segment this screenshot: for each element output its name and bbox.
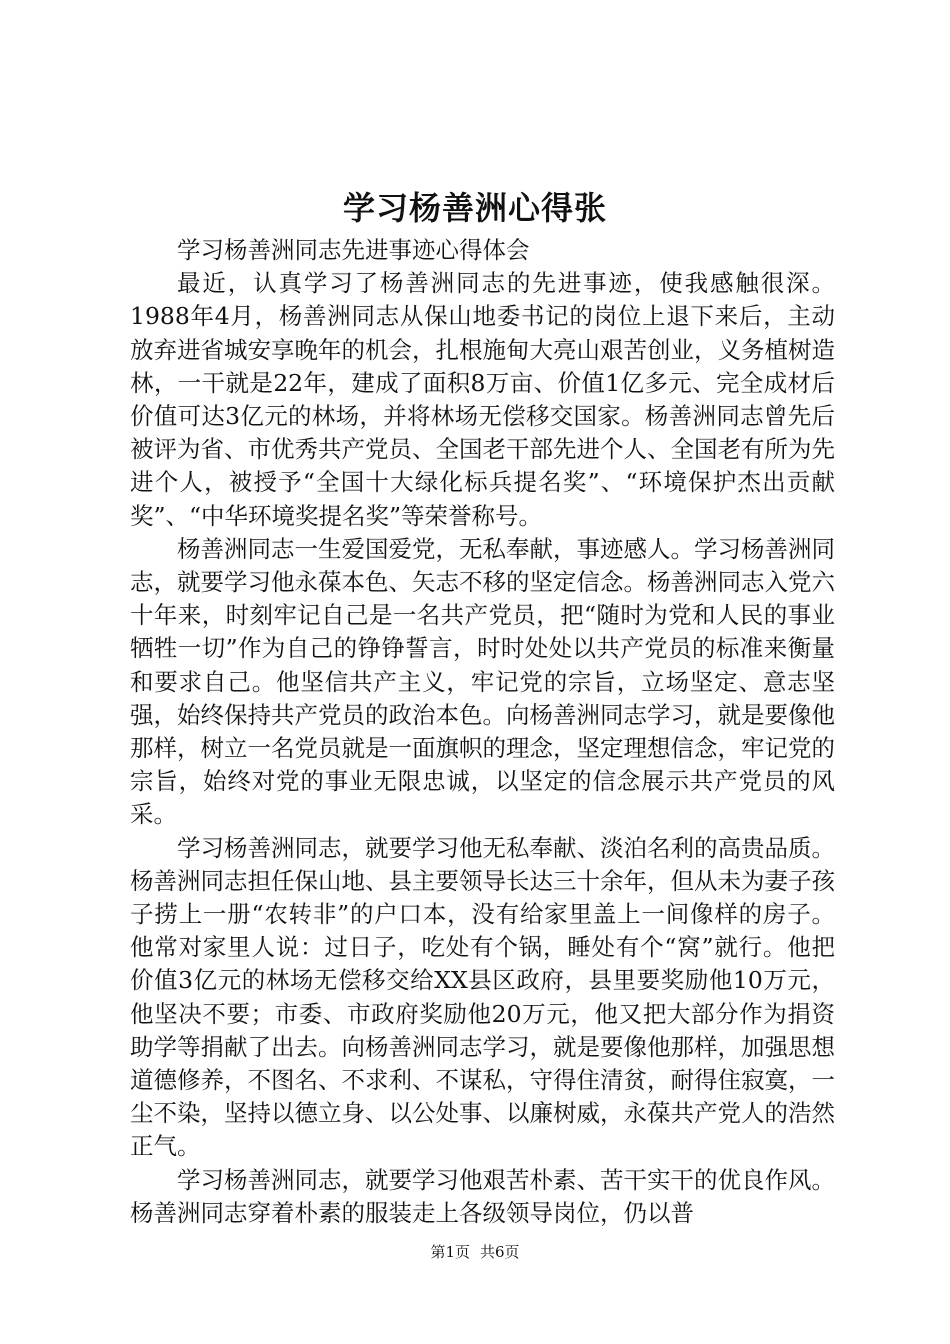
subtitle-paragraph: 学习杨善洲同志先进事迹心得体会 [177, 236, 530, 264]
body-paragraph: 最近，认真学习了杨善洲同志的先进事迹，使我感触很深。1988年4月，杨善洲同志从保山地委书记的岗位上退下来后，主动放弃进省城安享晚年的机会，扎根施甸大亮山艰苦创业，义务植树造林，一干就是22年，建成了面积8万亩、价值1亿多元、完全成材后价值可达3亿元的林场，并将林场无偿移交国家。杨善洲同志曾先后被评为省、市优秀共产党员、全国老干部先进个人、全国老有所为先进个人，被授予“全国十大绿化标兵提名奖”、“环境保护杰出贡献奖”、“中华环境奖提名奖”等荣誉称号。 [130, 269, 835, 530]
body-paragraph: 学习杨善洲同志，就要学习他艰苦朴素、苦干实干的优良作风。杨善洲同志穿着朴素的服装走上各级领导岗位，仍以普 [130, 1165, 835, 1227]
page-footer [0, 1242, 950, 1262]
document-body [130, 234, 835, 1230]
document-title: 学习杨善洲心得张 [342, 189, 607, 227]
body-paragraph: 杨善洲同志一生爱国爱党，无私奉献，事迹感人。学习杨善洲同志，就要学习他永葆本色、矢志不移的坚定信念。杨善洲同志入党六十年来，时刻牢记自己是一名共产党员，把“随时为党和人民的事业牺牲一切”作为自己的铮铮誓言，时时处处以共产党员的标准来衡量和要求自己。他坚信共产主义，牢记党的宗旨，立场坚定、意志坚强，始终保持共产党员的政治本色。向杨善洲同志学习，就是要像他那样，树立一名党员就是一面旗帜的理念，坚定理想信念，牢记党的宗旨，始终对党的事业无限忠诚，以坚定的信念展示共产党员的风采。 [130, 534, 835, 829]
page-number: 第1页 [430, 1243, 470, 1261]
body-paragraph: 学习杨善洲同志，就要学习他无私奉献、淡泊名利的高贵品质。杨善洲同志担任保山地、县主要领导长达三十余年，但从未为妻子孩子捞上一册“农转非”的户口本，没有给家里盖上一间像样的房子。他常对家里人说：过日子，吃处有个锅，睡处有个“窝”就行。他把价值3亿元的林场无偿移交给XX县区政府，县里要奖励他10万元，他坚决不要；市委、市政府奖励他20万元，他又把大部分作为捐资助学等捐献了出去。向杨善洲同志学习，就是要像他那样，加强思想道德修养，不图名、不求利、不谋私，守得住清贫，耐得住寂寞，一尘不染，坚持以德立身、以公处事、以廉树威，永葆共产党人的浩然正气。 [130, 833, 835, 1161]
page-total: 共6页 [480, 1243, 520, 1261]
